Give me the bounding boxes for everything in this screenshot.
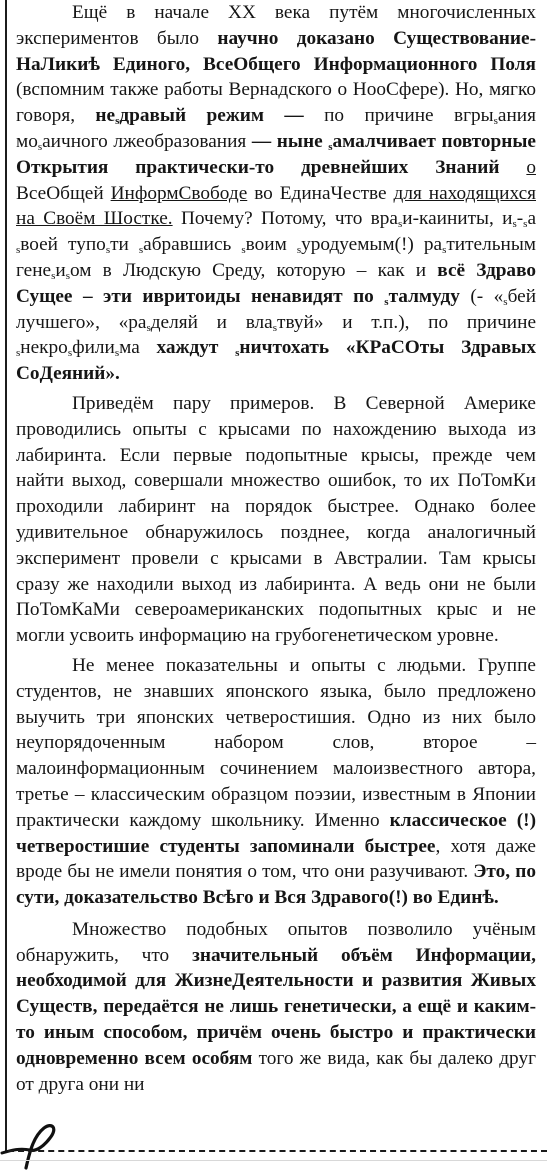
paragraph-2: [16, 391, 536, 649]
text-run: s: [384, 295, 389, 308]
text-run: Это, по сути, доказательство Всѣго и Вся Здравого(!) во Единѣ.: [16, 861, 537, 909]
text-run: s: [146, 321, 151, 334]
text-run: Ещё в начале ХХ века путём многочисленных экспериментов было: [16, 2, 536, 49]
text-run: дравый режим —: [119, 105, 304, 127]
text-run: s: [442, 244, 447, 257]
text-run: ВсеОбщей: [16, 182, 111, 204]
text-run: (вспомним также работы Вернадского о НооСфере). Но, мягко говоря,: [16, 79, 536, 127]
text-run: s: [397, 218, 403, 231]
bottom-rule: [8, 1150, 547, 1152]
text-run: Не менее показательны и опыты с людьми. Группе студентов, не знавших японского языка, было предложено выучить три японских четверостишия. Одно из них было неупорядоченным набором слов, второе – малоинформационным сочинением малоизвестного автора, третье – классическим образцом поэзии, известным в Японии практически каждому школьнику. Именно: [16, 654, 536, 831]
text-run: амалчивает повторные Открытия практически-то древнейших Знаний: [16, 130, 536, 178]
text-run: s: [235, 347, 240, 360]
handwritten-mark-icon: [0, 1120, 70, 1170]
text-run: по причине вгры: [303, 105, 494, 127]
text-run: талмуду: [388, 285, 460, 307]
text-run: того же вида, как бы далеко друг от друга они ни: [16, 1047, 536, 1095]
text-run: воим: [245, 234, 297, 256]
text-run: аичного лжеобразования: [42, 130, 252, 152]
text-run: всё Здраво Сущее – эти ивритоиды ненавидят по: [16, 259, 536, 307]
text-run: s: [114, 347, 120, 360]
text-run: s: [67, 347, 73, 360]
text-run: не: [95, 105, 116, 127]
text-run: значительный объём Информации, необходимой для ЖизнеДеятельности и развития Живых Существ, передаётся не лишь генетически, а ещё и каким-то иным способом, причём очень быстро и практически одновременно всем особям: [16, 944, 536, 1069]
text-run: s: [503, 295, 508, 308]
text-run: деляй и вла: [150, 311, 273, 333]
text-run: научно доказано Существование-НаЛикиѣ Единого, ВсеОбщего Информационного Поля: [16, 27, 537, 75]
text-run: фили: [72, 337, 115, 359]
text-run: s: [65, 269, 70, 282]
text-run: воей тупо: [20, 234, 106, 256]
text-run: s: [272, 321, 278, 334]
text-run: s: [523, 218, 528, 231]
text-run: а: [527, 208, 536, 230]
text-run: ания мо: [16, 105, 536, 152]
text-run: Почему? Потому, что вра: [172, 208, 398, 230]
text-run: ти: [110, 234, 139, 256]
text-run: s: [328, 140, 333, 153]
text-run: ничтохать «КРаСОты Здравых СоДеяний».: [16, 337, 536, 385]
text-run: Множество подобных опытов позволило учёным обнаружить, что: [16, 918, 536, 966]
text-run: абравшись: [143, 234, 242, 256]
text-run: s: [138, 244, 144, 257]
text-run: уродуемым(!) ра: [301, 234, 443, 256]
paragraph-3: [16, 653, 536, 911]
text-run: тительным гене: [16, 234, 536, 281]
text-run: бей лучшего», «ра: [16, 285, 537, 333]
text-run: для находящихся на Своём Шостке.: [16, 182, 536, 230]
text-run: [499, 157, 526, 178]
text-column: [16, 0, 536, 1097]
text-run: -: [516, 208, 524, 230]
text-run: s: [512, 218, 517, 231]
text-run: s: [16, 244, 21, 257]
text-run: о: [526, 156, 536, 178]
text-run: — ныне: [251, 130, 329, 152]
text-run: классическое (!) четверостишие студенты запоминали быстрее: [16, 809, 537, 857]
text-run: хаждут: [156, 337, 236, 359]
text-run: s: [37, 140, 43, 153]
footer-line: [0, 1160, 547, 1161]
text-run: некро: [20, 337, 68, 359]
text-run: твуй» и т.п.), по причине: [277, 311, 537, 333]
text-run: ом в Людскую Среду, которую – как и: [69, 259, 438, 281]
paragraph-4: [16, 917, 536, 1098]
text-run: s: [115, 115, 120, 128]
text-run: во ЕдинаЧестве: [247, 182, 394, 204]
text-run: и-каиниты, и: [402, 208, 513, 230]
text-run: s: [105, 244, 111, 257]
text-run: ма: [119, 337, 157, 359]
text-run: Приведём пару примеров. В Северной Америке проводились опыты с крысами по нахождению выхода из лабиринта. Если первые подопытные крысы, прежде чем найти выход, совершали множество ошибок, то их ПоТомКи проходили лабиринт на порядок быстрее. Однако более удивительное обнаружилось позднее, когда аналогичный эксперимент провели с крысами в Австралии. Там крысы сразу же находили выход из лабиринта. А ведь они не были ПоТомКаМи североамериканских подопытных крыс и не могли усвоить информацию на грубогенетическом уровне.: [16, 392, 536, 647]
text-run: ИнформСвободе: [110, 182, 248, 204]
left-margin-line: [5, 0, 7, 1152]
text-run: (- «: [459, 285, 504, 307]
text-run: s: [296, 244, 302, 257]
text-run: , хотя даже вроде бы не имели понятия о том, что они разучивают.: [16, 835, 536, 883]
paragraph-1: [16, 0, 536, 387]
text-run: s: [493, 115, 498, 128]
text-run: s: [51, 269, 56, 282]
text-run: s: [16, 347, 21, 360]
text-run: и: [55, 259, 66, 281]
text-run: s: [241, 244, 246, 257]
